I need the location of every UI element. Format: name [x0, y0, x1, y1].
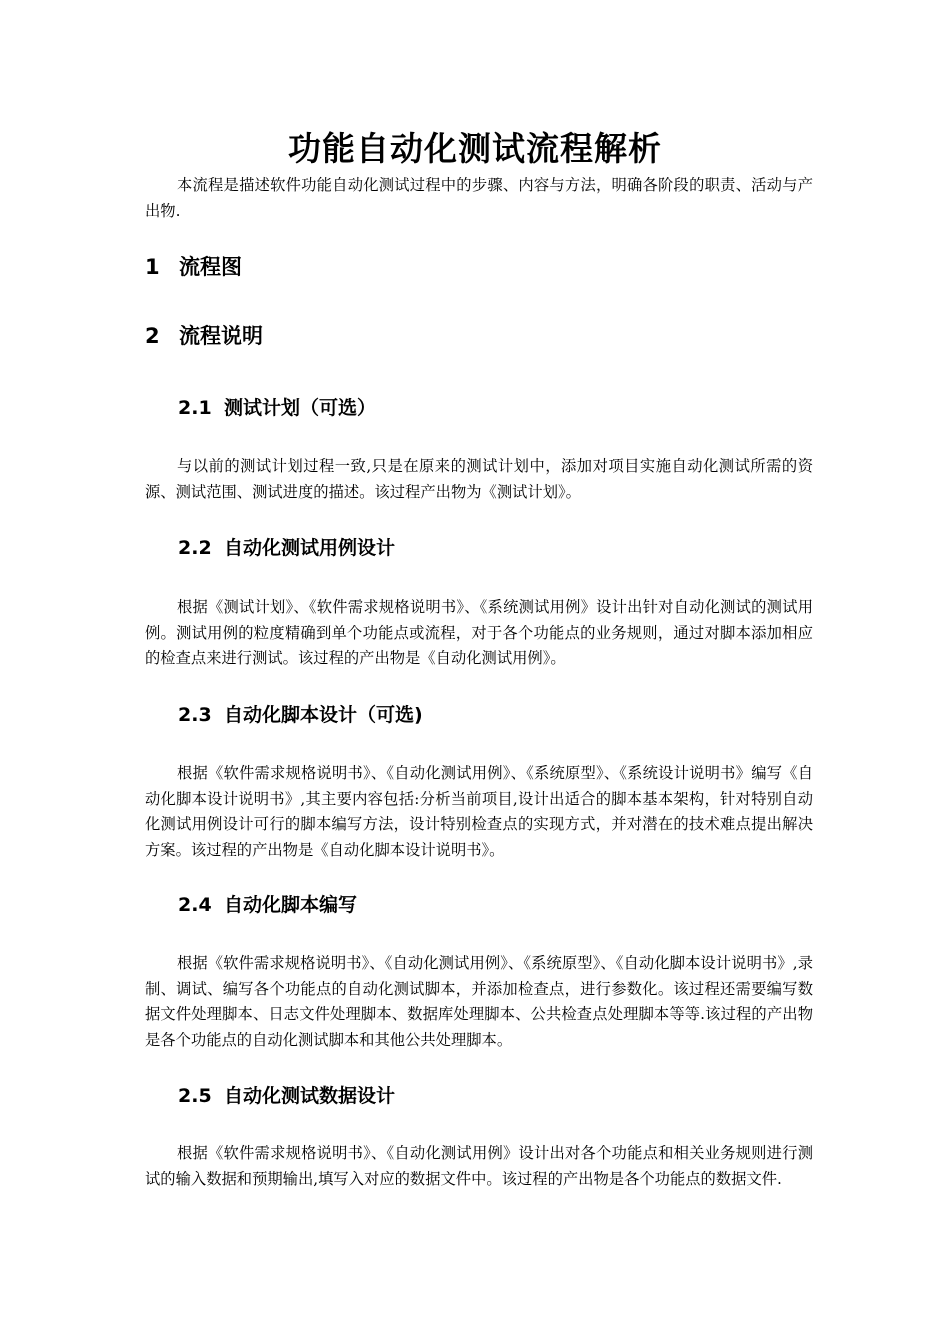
subsection-number: 2.1	[178, 397, 212, 419]
subsection-body-test-data-design: 根据《软件需求规格说明书》、《自动化测试用例》设计出对各个功能点和相关业务规则进行测试的输入数据和预期输出,填写入对应的数据文件中。该过程的产出物是各个功能点的数据文件.	[145, 1144, 813, 1188]
section-number: 1	[145, 255, 160, 279]
section-title: 流程图	[179, 255, 242, 279]
subsection-heading-test-case-design	[178, 534, 395, 562]
subsection-heading-test-plan	[178, 394, 376, 422]
subsection-title: 测试计划（可选）	[224, 397, 377, 419]
subsection-number: 2.4	[178, 894, 212, 916]
subsection-title: 自动化脚本设计（可选)	[224, 704, 423, 726]
section-heading-flowchart	[145, 252, 242, 282]
subsection-title: 自动化脚本编写	[224, 894, 358, 916]
section-number: 2	[145, 324, 160, 348]
subsection-body-script-writing: 根据《软件需求规格说明书》、《自动化测试用例》、《系统原型》、《自动化脚本设计说明书》,录制、调试、编写各个功能点的自动化测试脚本，并添加检查点，进行参数化。该过程还需要编写数据文件处理脚本、日志文件处理脚本、数据库处理脚本、公共检查点处理脚本等等.该过程的产出物是各个功能点的自动化测试脚本和其他公共处理脚本。	[145, 954, 813, 1049]
subsection-body-test-plan: 与以前的测试计划过程一致,只是在原来的测试计划中，添加对项目实施自动化测试所需的资源、测试范围、测试进度的描述。该过程产出物为《测试计划》。	[145, 457, 813, 501]
subsection-number: 2.2	[178, 537, 212, 559]
intro-paragraph: 本流程是描述软件功能自动化测试过程中的步骤、内容与方法，明确各阶段的职责、活动与产出物.	[145, 176, 813, 220]
subsection-heading-test-data-design	[178, 1082, 395, 1110]
subsection-body-script-design: 根据《软件需求规格说明书》、《自动化测试用例》、《系统原型》、《系统设计说明书》编写《自动化脚本设计说明书》,其主要内容包括:分析当前项目,设计出适合的脚本基本架构，针对特别自动化测试用例设计可行的脚本编写方法，设计特别检查点的实现方式，并对潜在的技术难点提出解决方案。该过程的产出物是《自动化脚本设计说明书》。	[145, 764, 813, 859]
subsection-heading-script-design	[178, 701, 423, 729]
subsection-title: 自动化测试数据设计	[224, 1085, 396, 1107]
subsection-number: 2.5	[178, 1085, 212, 1107]
subsection-title: 自动化测试用例设计	[224, 537, 396, 559]
section-heading-process-description	[145, 321, 263, 351]
subsection-number: 2.3	[178, 704, 212, 726]
subsection-heading-script-writing	[178, 891, 357, 919]
section-title: 流程说明	[179, 324, 263, 348]
document-title: 功能自动化测试流程解析	[288, 129, 662, 168]
subsection-body-test-case-design: 根据《测试计划》、《软件需求规格说明书》、《系统测试用例》设计出针对自动化测试的测试用例。测试用例的粒度精确到单个功能点或流程，对于各个功能点的业务规则，通过对脚本添加相应的检查点来进行测试。该过程的产出物是《自动化测试用例》。	[145, 598, 813, 667]
